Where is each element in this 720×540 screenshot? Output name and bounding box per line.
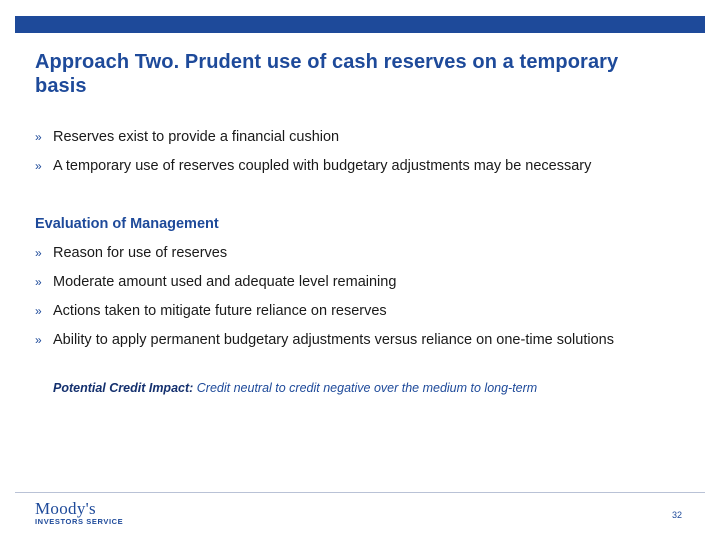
page-number: 32 bbox=[672, 510, 683, 520]
bullet-item bbox=[35, 157, 591, 175]
bullet-marker-icon: » bbox=[35, 159, 42, 173]
credit-impact-label: Potential Credit Impact: bbox=[53, 381, 194, 395]
credit-impact-note bbox=[53, 380, 537, 396]
footer-divider bbox=[15, 492, 705, 493]
logo-sub-text: INVESTORS SERVICE bbox=[35, 517, 124, 526]
bullet-text: Reserves exist to provide a financial cushion bbox=[53, 129, 340, 145]
bullet-item bbox=[35, 244, 614, 262]
section-heading: Evaluation of Management bbox=[35, 216, 219, 232]
bullet-marker-icon: » bbox=[35, 333, 42, 347]
bullet-item bbox=[35, 331, 614, 349]
bullet-item bbox=[35, 128, 591, 146]
intro-bullet-list bbox=[35, 128, 591, 175]
bullet-item bbox=[35, 273, 614, 291]
bullet-marker-icon: » bbox=[35, 130, 42, 144]
bullet-marker-icon: » bbox=[35, 304, 42, 318]
bullet-text: Reason for use of reserves bbox=[53, 245, 228, 261]
bullet-text: A temporary use of reserves coupled with budgetary adjustments may be necessary bbox=[53, 158, 592, 174]
bullet-text: Moderate amount used and adequate level remaining bbox=[53, 274, 397, 290]
evaluation-bullet-list bbox=[35, 244, 614, 349]
header-bar bbox=[15, 16, 705, 33]
bullet-text: Actions taken to mitigate future reliance on reserves bbox=[53, 303, 387, 319]
slide-title: Approach Two. Prudent use of cash reserves on a temporary basis bbox=[35, 51, 619, 97]
bullet-item bbox=[35, 302, 614, 320]
moodys-logo bbox=[35, 500, 145, 530]
bullet-marker-icon: » bbox=[35, 246, 42, 260]
bullet-marker-icon: » bbox=[35, 275, 42, 289]
credit-impact-text: Credit neutral to credit negative over the medium to long-term bbox=[193, 381, 538, 395]
logo-main-text: Moody's bbox=[35, 499, 96, 518]
bullet-text: Ability to apply permanent budgetary adjustments versus reliance on one-time solutions bbox=[53, 332, 614, 348]
